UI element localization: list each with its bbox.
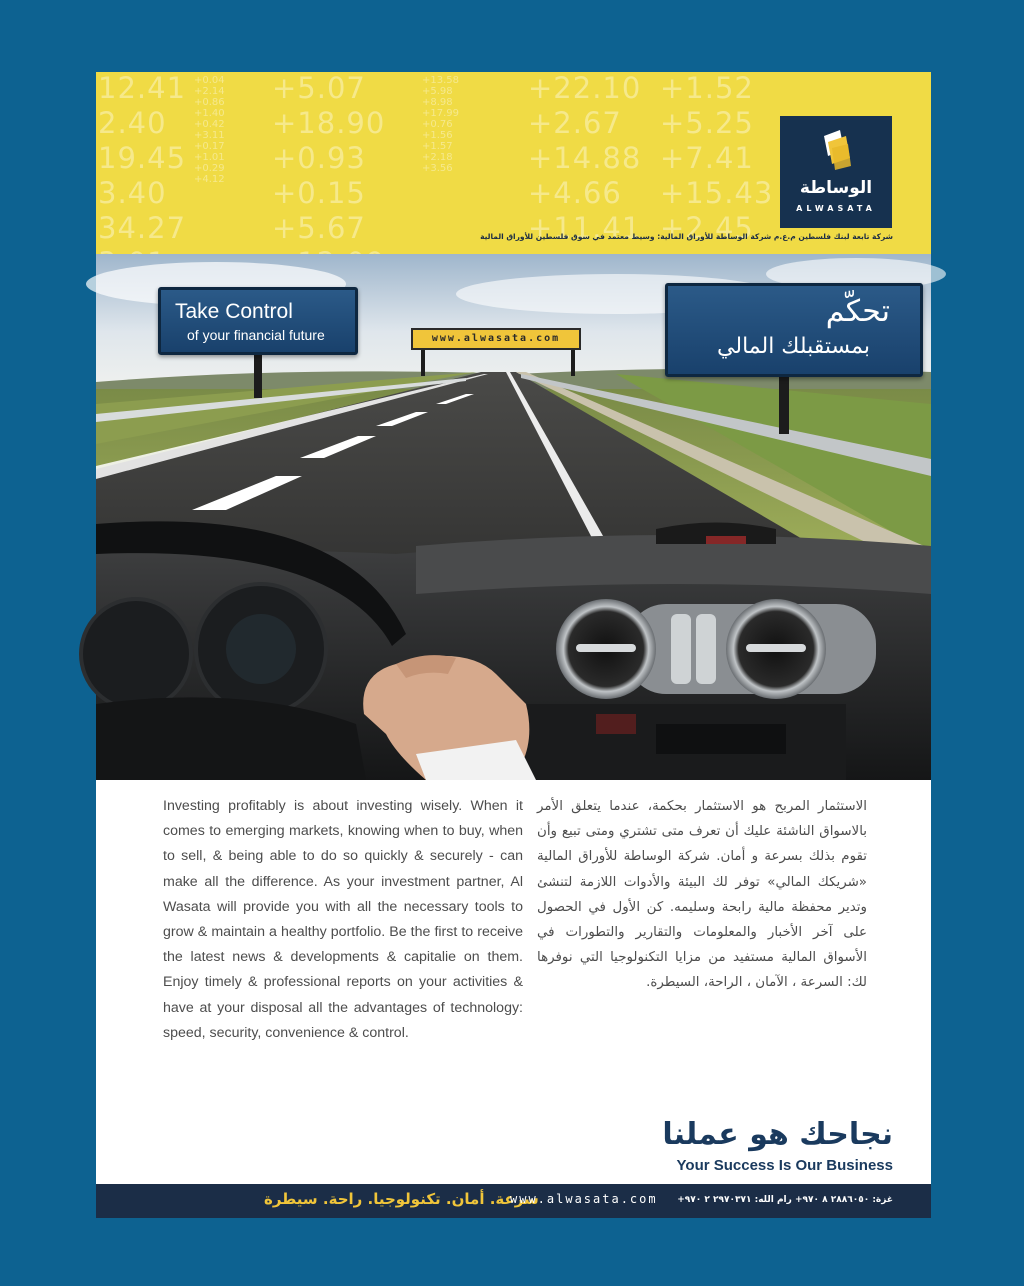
ticker-value: +2.18: [422, 152, 453, 163]
footer-website-link[interactable]: www.alwasata.com: [510, 1192, 658, 1206]
ticker-value: +1.56: [422, 130, 453, 141]
ticker-value: 34.27: [98, 211, 187, 245]
ticker-column: [98, 71, 187, 284]
ticker-value: 12.41: [98, 71, 187, 105]
logo-arabic-name: الوساطة: [799, 178, 873, 198]
ticker-value: +5.25: [660, 106, 754, 140]
billboard-arabic: [665, 283, 923, 377]
ticker-value: +8.98: [422, 97, 453, 108]
alwasata-logo: [780, 116, 892, 228]
ticker-value: 19.45: [98, 141, 187, 175]
stock-ticker-background: [96, 72, 776, 254]
logo-english-name: ALWASATA: [796, 204, 876, 213]
ticker-value: +0.29: [194, 163, 225, 174]
footer-bar: [96, 1184, 931, 1218]
ticker-column: [272, 71, 386, 284]
ticker-column: [528, 71, 642, 249]
ticker-value: +22.10: [528, 71, 642, 105]
footer-contact-numbers: غزة: ٢٨٨٦٠٥٠ ٨ ٩٧٠+ رام الله: ٢٩٧٠٣٧١ ٢ ٩٧٠+: [677, 1195, 893, 1205]
ticker-value: +3.56: [422, 163, 453, 174]
ticker-value: +4.66: [528, 176, 622, 210]
ticker-value: +13.58: [422, 75, 460, 86]
highway-scene: [96, 254, 931, 780]
ticker-value: +5.98: [422, 86, 453, 97]
ticker-value: +3.11: [194, 130, 225, 141]
ticker-column: [422, 76, 459, 175]
ticker-value: +0.93: [272, 141, 366, 175]
ticker-value: +1.57: [422, 141, 453, 152]
slogan-arabic: نجاحك هو عملنا: [662, 1117, 893, 1152]
ticker-value: +1.40: [194, 108, 225, 119]
body-text-arabic: الاستثمار المربح هو الاستثمار بحكمة، عندما يتعلق الأمر بالاسواق الناشئة عليك أن تعرف متى تشتري ومتى تبيع وأن تقوم بذلك بسرعة و أمان. شركة الوساطة للأوراق المالية «شريكك المالي» توفر لك البيئة والأدوات اللازمة لتنشئ وتدير محفظة مالية رابحة وسليمه. كن الأول في الحصول على آخر الأخبار والمعلومات والتقارير والتطورات في الأسواق المالية مستفيد من مزايا التكنولوجيا التي نوفرها لك: السرعة ، الآمان ، الراحة، السيطرة.: [537, 799, 867, 991]
ticker-value: +11.41: [528, 211, 642, 245]
billboard-subline: of your financial future: [187, 327, 325, 343]
ticker-value: +14.88: [528, 141, 642, 175]
ticker-column: [194, 76, 225, 186]
slogan-english: Your Success Is Our Business: [676, 1157, 893, 1174]
body-text-english: Investing profitably is about investing wisely. When it comes to emerging markets, knowing when to buy, when to sell, & being able to do so quickly & securely - can make all the difference. As your investment partner, Al Wasata will provide you with all the necessary tools to grow & maintain a healthy portfolio. Be the first to receive the latest news & developments & capitalie on them. Enjoy timely & professional reports on your activities & have at your disposal all the advantages of technology: speed, security, convenience & control.: [163, 798, 523, 1041]
ticker-column: [660, 71, 774, 249]
ticker-value: +0.76: [422, 119, 453, 130]
ticker-value: +5.67: [272, 211, 366, 245]
ticker-value: +1.01: [194, 152, 225, 163]
ticker-value: +2.45: [660, 211, 754, 245]
billboard-take-control: [158, 287, 358, 355]
ticker-value: 2.40: [98, 106, 167, 140]
ticker-value: +0.42: [194, 119, 225, 130]
billboard-website: www.alwasata.com: [411, 328, 581, 350]
ticker-value: +0.86: [194, 97, 225, 108]
billboard-arabic-subline: بمستقبلك المالي: [717, 334, 870, 359]
ticker-value: +0.17: [194, 141, 225, 152]
header-banner: [96, 72, 931, 254]
ticker-value: +2.14: [194, 86, 225, 97]
billboard-arabic-headline: تحكّم: [825, 294, 890, 329]
ticker-value: +1.52: [660, 71, 754, 105]
folded-paper-icon: [818, 128, 854, 172]
ticker-value: +18.90: [272, 106, 386, 140]
ticker-value: +0.15: [272, 176, 366, 210]
ticker-value: +17.99: [422, 108, 460, 119]
company-subtitle: شركة تابعة لبنك فلسطين م.ع.م شركة الوساطة للأوراق المالية: وسيط معتمد في سوق فلسطين للأوراق المالية: [480, 232, 893, 241]
footer-tagline: سرعة. أمان. تكنولوجيا. راحة. سيطرة: [264, 1190, 539, 1208]
ticker-value: +7.41: [660, 141, 754, 175]
ticker-value: +5.07: [272, 71, 366, 105]
ticker-value: +0.04: [194, 75, 225, 86]
ticker-value: +4.12: [194, 174, 225, 185]
ticker-value: +2.67: [528, 106, 622, 140]
ticker-value: 3.40: [98, 176, 167, 210]
billboard-headline: Take Control: [175, 300, 293, 323]
advertisement-page: [96, 72, 931, 1218]
ticker-value: +15.43: [660, 176, 774, 210]
